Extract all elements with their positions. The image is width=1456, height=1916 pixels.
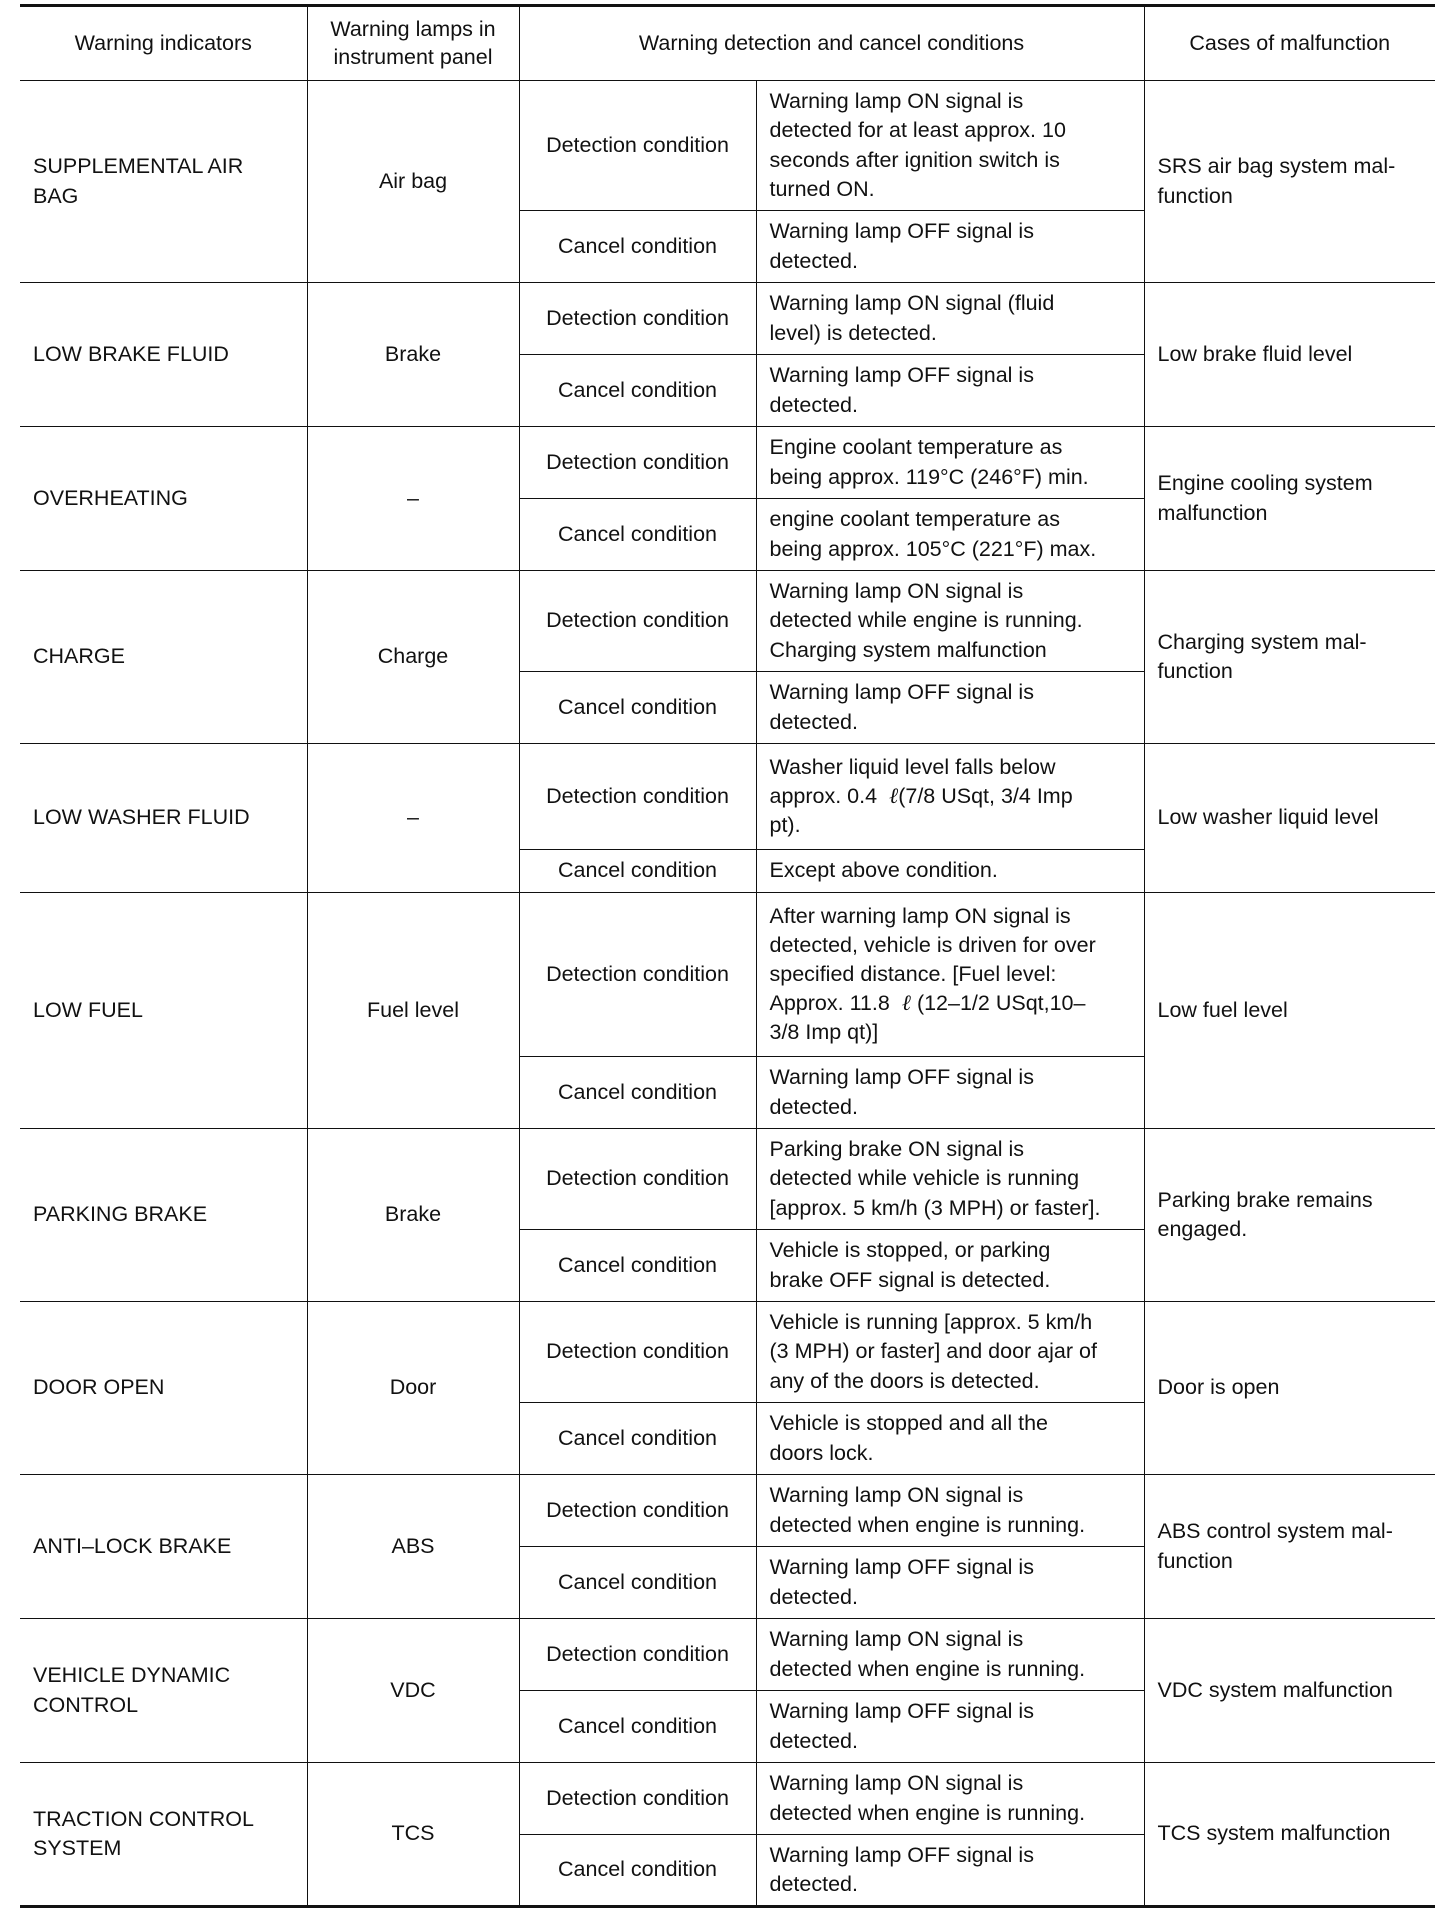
- table-row: [20, 283, 1435, 355]
- detection-text: Warning lamp ON signal (fluid level) is detected.: [756, 283, 1144, 355]
- malfunction-cell: TCS system malfunction: [1144, 1763, 1435, 1907]
- cancel-text: Warning lamp OFF signal is detected.: [756, 1547, 1144, 1619]
- detection-text: Vehicle is running [approx. 5 km/h (3 MPH) or faster] and door ajar of any of the doors is detected.: [756, 1302, 1144, 1403]
- table-row: [20, 744, 1435, 850]
- cancel-label: Cancel condition: [519, 1835, 756, 1907]
- detection-label: Detection condition: [519, 744, 756, 850]
- lamp-cell: Brake: [307, 283, 519, 427]
- table-row: [20, 427, 1435, 499]
- detection-text: Warning lamp ON signal is detected when engine is running.: [756, 1763, 1144, 1835]
- detection-label: Detection condition: [519, 1763, 756, 1835]
- cancel-text: Warning lamp OFF signal is detected.: [756, 1835, 1144, 1907]
- cancel-label: Cancel condition: [519, 850, 756, 893]
- detection-text: Warning lamp ON signal is detected for at least approx. 10 seconds after ignition switch is turned ON.: [756, 81, 1144, 211]
- detection-label: Detection condition: [519, 1129, 756, 1230]
- detection-label: Detection condition: [519, 427, 756, 499]
- detection-label: Detection condition: [519, 893, 756, 1057]
- indicator-cell: PARKING BRAKE: [20, 1129, 307, 1302]
- cancel-label: Cancel condition: [519, 1230, 756, 1302]
- cancel-text: Warning lamp OFF signal is detected.: [756, 355, 1144, 427]
- malfunction-cell: Charging system mal- function: [1144, 571, 1435, 744]
- detection-text: Warning lamp ON signal is detected when engine is running.: [756, 1619, 1144, 1691]
- cancel-text: Vehicle is stopped, or parking brake OFF signal is detected.: [756, 1230, 1144, 1302]
- detection-label: Detection condition: [519, 283, 756, 355]
- lamp-cell: ABS: [307, 1475, 519, 1619]
- indicator-cell: SUPPLEMENTAL AIR BAG: [20, 81, 307, 283]
- table-row: [20, 893, 1435, 1057]
- malfunction-cell: Parking brake remains engaged.: [1144, 1129, 1435, 1302]
- header-conditions: Warning detection and cancel conditions: [519, 6, 1144, 81]
- detection-label: Detection condition: [519, 1302, 756, 1403]
- cancel-text: Except above condition.: [756, 850, 1144, 893]
- cancel-label: Cancel condition: [519, 1691, 756, 1763]
- malfunction-cell: Low brake fluid level: [1144, 283, 1435, 427]
- cancel-label: Cancel condition: [519, 1057, 756, 1129]
- detection-label: Detection condition: [519, 81, 756, 211]
- lamp-cell: TCS: [307, 1763, 519, 1907]
- detection-text: Warning lamp ON signal is detected when engine is running.: [756, 1475, 1144, 1547]
- liter-symbol: ℓ: [901, 990, 911, 1016]
- cancel-text: Warning lamp OFF signal is detected.: [756, 1691, 1144, 1763]
- warning-indicator-table: [20, 4, 1435, 1908]
- malfunction-cell: Low washer liquid level: [1144, 744, 1435, 893]
- malfunction-cell: ABS control system mal- function: [1144, 1475, 1435, 1619]
- indicator-cell: DOOR OPEN: [20, 1302, 307, 1475]
- indicator-cell: LOW WASHER FLUID: [20, 744, 307, 893]
- malfunction-cell: SRS air bag system mal- function: [1144, 81, 1435, 283]
- lamp-cell: –: [307, 427, 519, 571]
- detection-text: After warning lamp ON signal is detected, vehicle is driven for over specified distance. [Fuel level: Approx. 11.8 ℓ (12–1/2 USqt,10– 3/8 Imp qt)]: [756, 893, 1144, 1057]
- table-row: [20, 1475, 1435, 1547]
- document-page: [20, 4, 1435, 1908]
- table-row: [20, 81, 1435, 211]
- cancel-text: Warning lamp OFF signal is detected.: [756, 211, 1144, 283]
- detection-label: Detection condition: [519, 571, 756, 672]
- lamp-cell: Door: [307, 1302, 519, 1475]
- cancel-label: Cancel condition: [519, 672, 756, 744]
- indicator-cell: ANTI–LOCK BRAKE: [20, 1475, 307, 1619]
- lamp-cell: –: [307, 744, 519, 893]
- indicator-cell: CHARGE: [20, 571, 307, 744]
- cancel-text: Warning lamp OFF signal is detected.: [756, 1057, 1144, 1129]
- lamp-cell: Charge: [307, 571, 519, 744]
- indicator-cell: LOW FUEL: [20, 893, 307, 1129]
- cancel-label: Cancel condition: [519, 211, 756, 283]
- header-warning-lamps: Warning lamps in instrument panel: [307, 6, 519, 81]
- table-row: [20, 1763, 1435, 1835]
- header-row: [20, 6, 1435, 81]
- cancel-label: Cancel condition: [519, 1547, 756, 1619]
- cancel-label: Cancel condition: [519, 355, 756, 427]
- cancel-text: engine coolant temperature as being approx. 105°C (221°F) max.: [756, 499, 1144, 571]
- cancel-text: Vehicle is stopped and all the doors lock.: [756, 1403, 1144, 1475]
- lamp-cell: Air bag: [307, 81, 519, 283]
- indicator-cell: LOW BRAKE FLUID: [20, 283, 307, 427]
- lamp-cell: Fuel level: [307, 893, 519, 1129]
- lamp-cell: VDC: [307, 1619, 519, 1763]
- table-row: [20, 571, 1435, 672]
- header-malfunction: Cases of malfunction: [1144, 6, 1435, 81]
- malfunction-cell: VDC system malfunction: [1144, 1619, 1435, 1763]
- detection-label: Detection condition: [519, 1475, 756, 1547]
- cancel-text: Warning lamp OFF signal is detected.: [756, 672, 1144, 744]
- malfunction-cell: Low fuel level: [1144, 893, 1435, 1129]
- cancel-label: Cancel condition: [519, 1403, 756, 1475]
- indicator-cell: OVERHEATING: [20, 427, 307, 571]
- detection-label: Detection condition: [519, 1619, 756, 1691]
- detection-text: Engine coolant temperature as being approx. 119°C (246°F) min.: [756, 427, 1144, 499]
- lamp-cell: Brake: [307, 1129, 519, 1302]
- malfunction-cell: Door is open: [1144, 1302, 1435, 1475]
- liter-symbol: ℓ: [889, 783, 899, 809]
- detection-text: Warning lamp ON signal is detected while engine is running. Charging system malfunction: [756, 571, 1144, 672]
- table-row: [20, 1129, 1435, 1230]
- table-row: [20, 1302, 1435, 1403]
- header-warning-indicators: Warning indicators: [20, 6, 307, 81]
- cancel-label: Cancel condition: [519, 499, 756, 571]
- detection-text: Washer liquid level falls below approx. 0.4 ℓ(7/8 USqt, 3/4 Imp pt).: [756, 744, 1144, 850]
- indicator-cell: TRACTION CONTROL SYSTEM: [20, 1763, 307, 1907]
- detection-text: Parking brake ON signal is detected while vehicle is running [approx. 5 km/h (3 MPH) or faster].: [756, 1129, 1144, 1230]
- table-row: [20, 1619, 1435, 1691]
- indicator-cell: VEHICLE DYNAMIC CONTROL: [20, 1619, 307, 1763]
- malfunction-cell: Engine cooling system malfunction: [1144, 427, 1435, 571]
